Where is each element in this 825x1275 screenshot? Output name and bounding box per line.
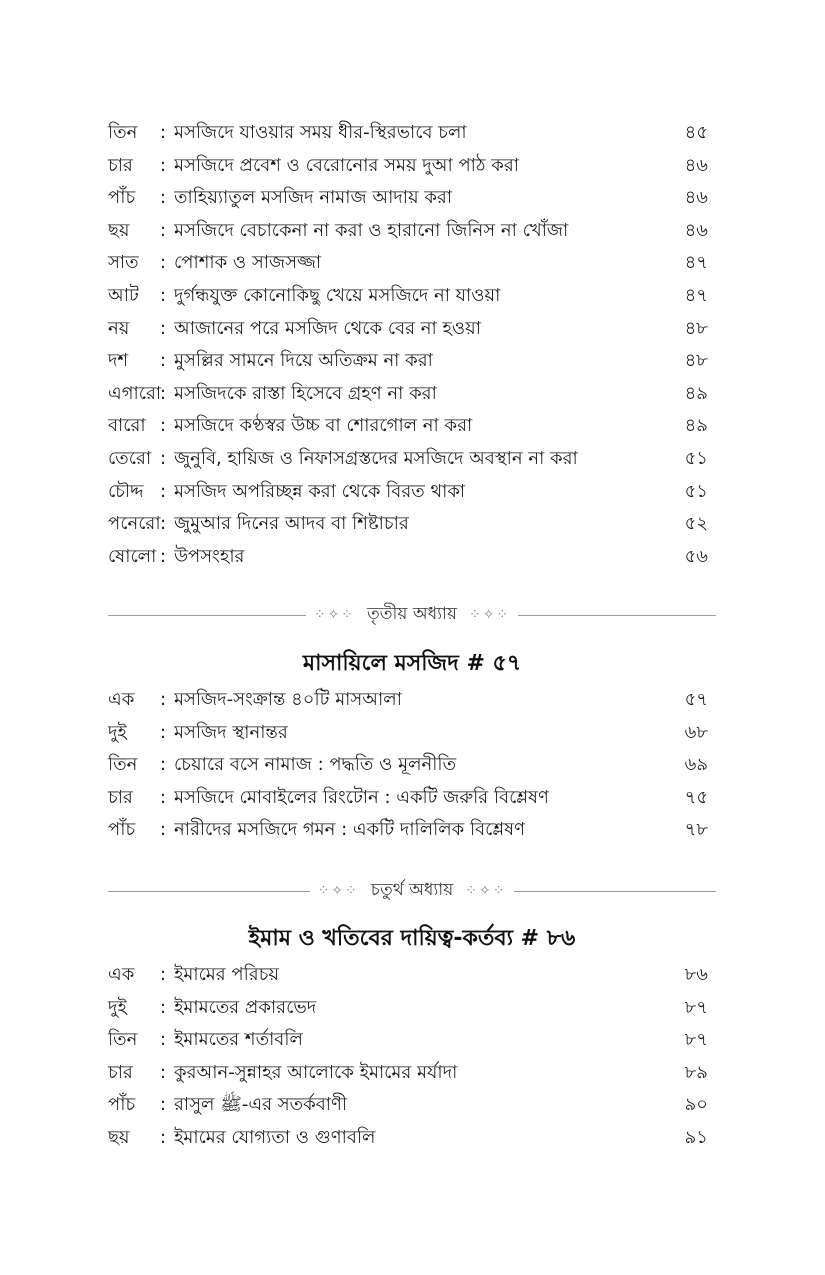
entry-title: মসজিদে মোবাইলের রিংটোন : একটি জরুরি বিশ্লেষণ xyxy=(174,786,549,808)
entry-number: ছয় xyxy=(108,219,130,241)
entry-number: দশ xyxy=(108,350,129,372)
toc-entry xyxy=(108,1089,708,1122)
ornament-left: ⁘✧⁘ xyxy=(317,883,359,899)
toc-entry xyxy=(108,182,708,215)
entry-number: চার xyxy=(108,786,133,808)
divider-line xyxy=(518,615,716,616)
entry-page-number: ৪৬ xyxy=(684,219,708,241)
entry-page-number: ৫৬ xyxy=(684,545,708,567)
toc-entry xyxy=(108,215,708,248)
toc-entry xyxy=(108,345,708,378)
entry-page-number: ৬৮ xyxy=(684,721,708,743)
entry-title: ইমামের যোগ্যতা ও গুণাবলি xyxy=(174,1126,376,1148)
toc-entry xyxy=(108,117,708,150)
toc-entry xyxy=(108,992,708,1025)
entry-separator: : xyxy=(160,689,167,710)
entry-number: পাঁচ xyxy=(108,819,136,841)
entry-number: চার xyxy=(108,1061,133,1083)
entry-title: রাসুল ﷺ-এর সতর্কবাণী xyxy=(174,1094,347,1116)
toc-entry xyxy=(108,150,708,183)
entry-title: কুরআন-সুন্নাহর আলোকে ইমামের মর্যাদা xyxy=(174,1061,458,1083)
entry-title: মসজিদকে রাস্তা হিসেবে গ্রহণ না করা xyxy=(174,382,437,404)
entry-number: পাঁচ xyxy=(108,1094,136,1116)
entry-number: বারো xyxy=(108,415,146,437)
entry-page-number: ৮৬ xyxy=(684,964,708,985)
entry-page-number: ৫১ xyxy=(684,447,708,469)
entry-separator: : xyxy=(160,721,167,743)
entry-number: তেরো xyxy=(108,447,152,469)
entry-separator: : xyxy=(160,786,167,808)
toc-entry xyxy=(108,684,708,717)
entry-page-number: ৯০ xyxy=(684,1094,708,1116)
entry-separator: : xyxy=(160,1061,167,1083)
entry-page-number: ৫২ xyxy=(684,513,708,535)
entry-separator: : xyxy=(160,219,167,241)
entry-title: মসজিদে কণ্ঠস্বর উচ্চ বা শোরগোল না করা xyxy=(174,415,473,437)
entry-title: চেয়ারে বসে নামাজ : পদ্ধতি ও মূলনীতি xyxy=(174,754,457,776)
entry-page-number: ৭৫ xyxy=(684,786,708,808)
entry-separator: : xyxy=(160,513,167,535)
entry-number: নয় xyxy=(108,317,130,339)
toc-entry xyxy=(108,378,708,411)
ornament-left: ⁘✧⁘ xyxy=(313,607,356,623)
entry-title: আজানের পরে মসজিদ থেকে বের না হওয়া xyxy=(174,317,481,339)
entry-number: তিন xyxy=(108,1029,138,1051)
entry-title: মসজিদে যাওয়ার সময় ধীর-স্থিরভাবে চলা xyxy=(174,122,467,143)
entry-title: দুর্গন্ধযুক্ত কোনোকিছু খেয়ে মসজিদে না যাওয়া xyxy=(174,284,501,306)
entry-number: এক xyxy=(108,689,135,710)
toc-entry xyxy=(108,782,708,815)
entry-number: দুই xyxy=(108,721,127,743)
entry-page-number: ৫৭ xyxy=(684,689,708,710)
entry-title: মসজিদে বেচাকেনা না করা ও হারানো জিনিস না খোঁজা xyxy=(174,219,569,241)
entry-page-number: ৪৫ xyxy=(684,122,708,143)
chapter-label: চতুর্থ অধ্যায় xyxy=(370,880,454,900)
toc-entry xyxy=(108,1057,708,1090)
chapter-divider-3 xyxy=(108,601,716,629)
toc-entry xyxy=(108,1122,708,1155)
toc-entry xyxy=(108,280,708,313)
entry-separator: : xyxy=(160,284,167,306)
entry-number: তিন xyxy=(108,754,138,776)
entry-page-number: ৯১ xyxy=(684,1126,708,1148)
entry-title: উপসংহার xyxy=(174,545,245,567)
toc-entry xyxy=(108,717,708,750)
entry-separator: : xyxy=(160,415,167,437)
entry-number: চৌদ্দ xyxy=(108,480,144,502)
entry-separator: : xyxy=(160,964,167,985)
entry-number: এগারো xyxy=(108,382,162,404)
chapter-heading-4: ইমাম ও খতিবের দায়িত্ব-কর্তব্য # ৮৬ xyxy=(248,926,576,951)
toc-entry xyxy=(108,508,708,541)
entry-separator: : xyxy=(160,1126,167,1148)
toc-entry xyxy=(108,313,708,346)
entry-number: এক xyxy=(108,964,135,985)
entry-separator: : xyxy=(160,350,167,372)
divider-line xyxy=(108,891,310,892)
entry-title: মসজিদ স্থানান্তর xyxy=(174,721,288,743)
entry-page-number: ৪৯ xyxy=(684,415,708,437)
entry-page-number: ৪৬ xyxy=(684,187,708,209)
entry-number: আট xyxy=(108,284,139,306)
entry-number: পনেরো xyxy=(108,513,161,535)
entry-separator: : xyxy=(160,754,167,776)
entry-title: নারীদের মসজিদে গমন : একটি দালিলিক বিশ্লেষণ xyxy=(174,819,525,841)
toc-section-chapter-3 xyxy=(108,684,708,847)
entry-page-number: ৮৭ xyxy=(684,1029,708,1051)
entry-separator: : xyxy=(160,819,167,841)
entry-title: মসজিদে প্রবেশ ও বেরোনোর সময় দুআ পাঠ করা xyxy=(174,154,519,176)
entry-separator: : xyxy=(160,154,167,176)
entry-title: জুনুবি, হায়িজ ও নিফাসগ্রস্তদের মসজিদে অবস্থান না করা xyxy=(174,447,578,469)
entry-number: ছয় xyxy=(108,1126,130,1148)
chapter-heading-3: মাসায়িলে মসজিদ # ৫৭ xyxy=(302,651,522,676)
toc-section-continued xyxy=(108,117,708,573)
entry-title: মসজিদ অপরিচ্ছন্ন করা থেকে বিরত থাকা xyxy=(174,480,466,502)
entry-separator: : xyxy=(160,1029,167,1051)
entry-number: ষোলো xyxy=(108,545,157,567)
entry-separator: : xyxy=(160,187,167,209)
entry-separator: : xyxy=(160,252,167,274)
entry-separator: : xyxy=(160,545,167,567)
toc-entry xyxy=(108,814,708,847)
entry-page-number: ৪৯ xyxy=(684,382,708,404)
entry-page-number: ৫১ xyxy=(684,480,708,502)
entry-separator: : xyxy=(160,1094,167,1116)
toc-entry xyxy=(108,410,708,443)
entry-title: ইমামের পরিচয় xyxy=(174,964,280,985)
toc-entry xyxy=(108,443,708,476)
toc-entry xyxy=(108,1024,708,1057)
entry-separator: : xyxy=(160,996,167,1018)
toc-entry xyxy=(108,247,708,280)
entry-title: ইমামতের শর্তাবলি xyxy=(174,1029,303,1051)
entry-separator: : xyxy=(160,122,167,143)
entry-number: চার xyxy=(108,154,133,176)
entry-separator: : xyxy=(160,382,167,404)
entry-title: মসজিদ-সংক্রান্ত ৪০টি মাসআলা xyxy=(174,689,402,710)
entry-title: তাহিয়্যাতুল মসজিদ নামাজ আদায় করা xyxy=(174,187,453,209)
toc-entry xyxy=(108,959,708,992)
chapter-label: তৃতীয় অধ্যায় xyxy=(367,604,457,624)
entry-number: পাঁচ xyxy=(108,187,136,209)
entry-title: ইমামতের প্রকারভেদ xyxy=(174,996,317,1018)
entry-title: পোশাক ও সাজসজ্জা xyxy=(174,252,322,274)
entry-page-number: ৪৭ xyxy=(684,284,708,306)
entry-separator: : xyxy=(160,480,167,502)
entry-page-number: ৮৭ xyxy=(684,996,708,1018)
entry-page-number: ৮৯ xyxy=(684,1061,708,1083)
ornament-right: ⁘✧⁘ xyxy=(468,607,511,623)
entry-number: সাত xyxy=(108,252,139,274)
divider-line xyxy=(514,891,716,892)
entry-separator: : xyxy=(160,317,167,339)
entry-page-number: ৬৯ xyxy=(684,754,708,776)
entry-page-number: ৪৮ xyxy=(684,317,708,339)
entry-page-number: ৪৭ xyxy=(684,252,708,274)
toc-entry xyxy=(108,749,708,782)
entry-page-number: ৪৮ xyxy=(684,350,708,372)
entry-page-number: ৪৬ xyxy=(684,154,708,176)
entry-number: তিন xyxy=(108,122,138,143)
entry-page-number: ৭৮ xyxy=(684,819,708,841)
entry-title: জুমুআর দিনের আদব বা শিষ্টাচার xyxy=(174,513,409,535)
toc-entry xyxy=(108,541,708,574)
entry-number: দুই xyxy=(108,996,127,1018)
chapter-divider-4 xyxy=(108,877,716,905)
ornament-right: ⁘✧⁘ xyxy=(465,883,507,899)
entry-separator: : xyxy=(160,447,167,469)
divider-line xyxy=(108,615,306,616)
toc-section-chapter-4 xyxy=(108,959,708,1155)
entry-title: মুসল্লির সামনে দিয়ে অতিক্রম না করা xyxy=(174,350,433,372)
toc-entry xyxy=(108,476,708,509)
